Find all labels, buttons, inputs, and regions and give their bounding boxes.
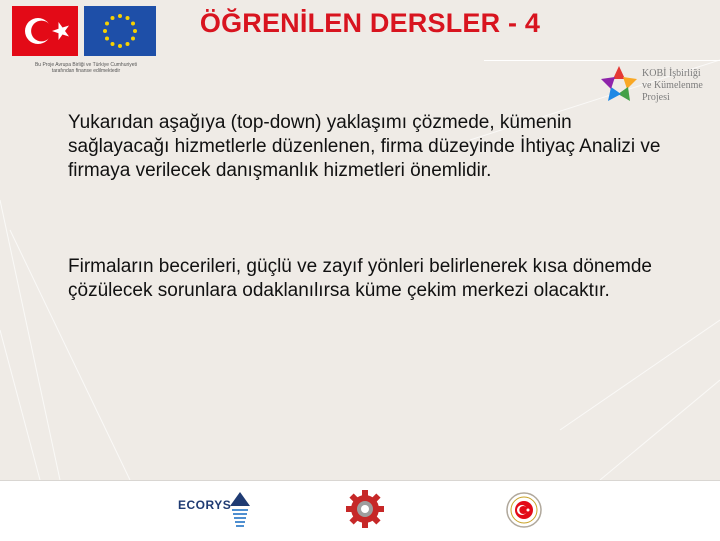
ecorys-logo-icon [230, 492, 250, 528]
header-divider [484, 60, 720, 61]
kobi-project-logo-icon [598, 64, 640, 106]
turkish-flag-icon [12, 6, 78, 56]
kobi-project-logo-text [642, 68, 720, 104]
slide-title: ÖĞRENİLEN DERSLER - 4 [199, 8, 541, 38]
kobi-text-line-2: ve Kümelenme [642, 80, 703, 91]
kobi-text-line-1: KOBİ İşbirliği [642, 68, 701, 79]
kobi-text-line-3: Projesi [642, 92, 670, 103]
funding-caption: Bu Proje Avrupa Birliği ve Türkiye Cumhuriyeti tarafından finanse edilmektedir [34, 62, 138, 74]
gear-logo-icon [346, 490, 384, 528]
paragraph-2: Firmaların becerileri, güçlü ve zayıf yönleri belirlenerek kısa dönemde çözülecek sorunlara odaklanılırsa küme çekim merkezi olacaktır. [68, 256, 652, 301]
eu-flag-icon [84, 6, 156, 56]
ecorys-logo-text: ECORYS [178, 498, 232, 512]
ministry-seal-icon [506, 492, 542, 528]
paragraph-1: Yukarıdan aşağıya (top-down) yaklaşımı çözmede, kümenin sağlayacağı hizmetlerle düzenlenen, firma düzeyinde İhtiyaç Analizi ve firmaya verilecek danışmanlık hizmetleri önemlidir. [68, 112, 661, 181]
